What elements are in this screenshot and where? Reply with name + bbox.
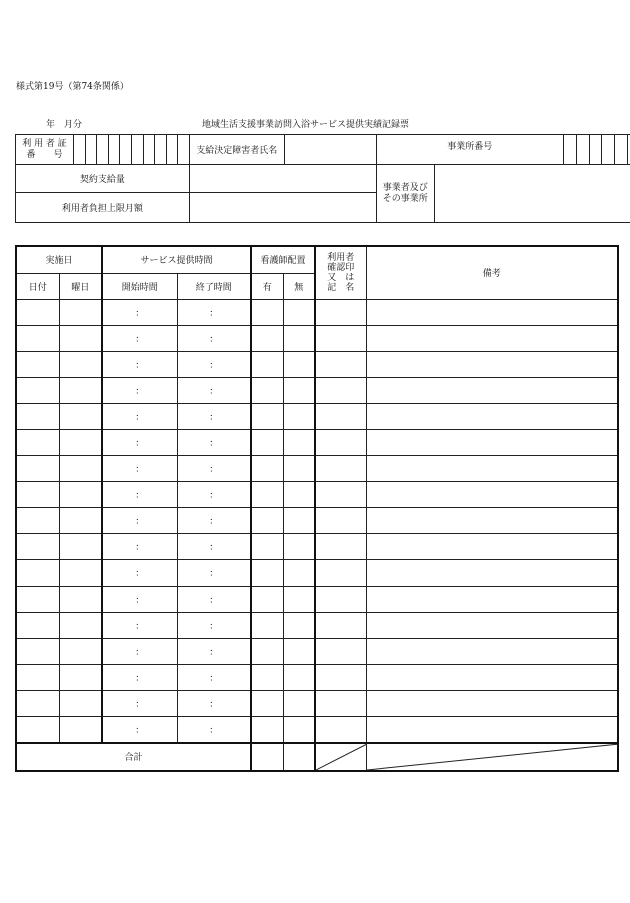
start-time-cell[interactable] [102, 429, 177, 455]
nurse-yes-cell[interactable] [251, 403, 283, 429]
date-cell[interactable] [16, 717, 59, 743]
date-cell[interactable] [16, 377, 59, 403]
confirm-cell[interactable] [315, 508, 366, 534]
time-separator: ： [135, 621, 145, 632]
start-time-cell[interactable] [102, 508, 177, 534]
table-row [16, 586, 618, 612]
time-separator: ： [135, 517, 145, 528]
col-end: 終了時間 [177, 273, 251, 299]
nurse-yes-cell[interactable] [251, 664, 283, 690]
confirm-cell[interactable] [315, 377, 366, 403]
total-nurse-no[interactable] [283, 743, 315, 771]
confirm-cell[interactable] [315, 638, 366, 664]
weekday-cell[interactable] [59, 690, 102, 716]
col-date: 日付 [16, 273, 59, 299]
table-row [16, 377, 618, 403]
date-cell[interactable] [16, 690, 59, 716]
col-date-group: 実施日 [16, 246, 102, 273]
recipient-cert-number-label: 利 用 者 証 番 号 [16, 135, 74, 165]
notes-cell[interactable] [366, 664, 618, 690]
start-time-cell[interactable] [102, 482, 177, 508]
time-separator: ： [209, 569, 219, 580]
cert-digit-cell[interactable] [131, 135, 143, 165]
nurse-yes-cell[interactable] [251, 351, 283, 377]
col-weekday: 曜日 [59, 273, 102, 299]
time-separator: ： [209, 491, 219, 502]
weekday-cell[interactable] [59, 456, 102, 482]
time-separator: ： [209, 699, 219, 710]
header-info-table [15, 134, 630, 223]
date-cell[interactable] [16, 456, 59, 482]
date-cell[interactable] [16, 429, 59, 455]
weekday-cell[interactable] [59, 403, 102, 429]
col-notes: 備考 [366, 246, 618, 299]
nurse-no-cell[interactable] [283, 664, 315, 690]
weekday-cell[interactable] [59, 299, 102, 325]
nurse-no-cell[interactable] [283, 638, 315, 664]
diagonal-line-icon [367, 744, 619, 770]
start-time-cell[interactable] [102, 612, 177, 638]
start-time-cell[interactable] [102, 560, 177, 586]
start-time-cell[interactable] [102, 299, 177, 325]
total-nurse-yes[interactable] [251, 743, 283, 771]
weekday-cell[interactable] [59, 508, 102, 534]
notes-cell[interactable] [366, 325, 618, 351]
nurse-no-cell[interactable] [283, 351, 315, 377]
table-row [16, 508, 618, 534]
end-time-cell[interactable] [177, 456, 251, 482]
burden-limit-label: 利用者負担上限月額 [16, 193, 190, 223]
confirm-cell[interactable] [315, 690, 366, 716]
time-separator: ： [209, 647, 219, 658]
end-time-cell[interactable] [177, 690, 251, 716]
time-separator: ： [209, 673, 219, 684]
time-separator: ： [209, 517, 219, 528]
cert-digit-cell[interactable] [85, 135, 97, 165]
end-time-cell[interactable] [177, 403, 251, 429]
end-time-cell[interactable] [177, 664, 251, 690]
time-separator: ： [135, 647, 145, 658]
start-time-cell[interactable] [102, 325, 177, 351]
weekday-cell[interactable] [59, 586, 102, 612]
start-time-cell[interactable] [102, 717, 177, 743]
nurse-yes-cell[interactable] [251, 560, 283, 586]
nurse-yes-cell[interactable] [251, 429, 283, 455]
table-row [16, 664, 618, 690]
notes-cell[interactable] [366, 482, 618, 508]
table-row [16, 560, 618, 586]
start-time-cell[interactable] [102, 534, 177, 560]
confirm-cell[interactable] [315, 534, 366, 560]
nurse-yes-cell[interactable] [251, 638, 283, 664]
start-time-cell[interactable] [102, 377, 177, 403]
date-cell[interactable] [16, 560, 59, 586]
nurse-no-cell[interactable] [283, 534, 315, 560]
start-time-cell[interactable] [102, 638, 177, 664]
burden-limit-field[interactable] [189, 193, 376, 223]
start-time-cell[interactable] [102, 403, 177, 429]
start-time-cell[interactable] [102, 664, 177, 690]
notes-cell[interactable] [366, 456, 618, 482]
office-digit-cell[interactable] [602, 135, 615, 165]
time-separator: ： [135, 699, 145, 710]
nurse-no-cell[interactable] [283, 690, 315, 716]
table-row [16, 325, 618, 351]
table-row [16, 612, 618, 638]
date-cell[interactable] [16, 534, 59, 560]
end-time-cell[interactable] [177, 482, 251, 508]
time-separator: ： [135, 569, 145, 580]
office-digit-cell[interactable] [576, 135, 589, 165]
time-separator: ： [209, 412, 219, 423]
end-time-cell[interactable] [177, 717, 251, 743]
cert-digit-cell[interactable] [108, 135, 120, 165]
weekday-cell[interactable] [59, 560, 102, 586]
time-separator: ： [135, 360, 145, 371]
date-cell[interactable] [16, 482, 59, 508]
time-separator: ： [209, 360, 219, 371]
time-separator: ： [135, 334, 145, 345]
nurse-yes-cell[interactable] [251, 690, 283, 716]
notes-cell[interactable] [366, 586, 618, 612]
end-time-cell[interactable] [177, 586, 251, 612]
cert-digit-cell[interactable] [120, 135, 132, 165]
form-code: 様式第19号（第74条関係） [16, 82, 129, 92]
notes-cell[interactable] [366, 717, 618, 743]
date-cell[interactable] [16, 299, 59, 325]
office-digit-cell[interactable] [589, 135, 602, 165]
table-row [16, 690, 618, 716]
nurse-yes-cell[interactable] [251, 508, 283, 534]
weekday-cell[interactable] [59, 612, 102, 638]
weekday-cell[interactable] [59, 482, 102, 508]
diagonal-line-icon [316, 744, 366, 770]
table-row [16, 351, 618, 377]
date-cell[interactable] [16, 638, 59, 664]
notes-cell[interactable] [366, 508, 618, 534]
total-label: 合計 [16, 743, 251, 771]
date-cell[interactable] [16, 508, 59, 534]
time-separator: ： [135, 491, 145, 502]
provider-field[interactable] [434, 165, 630, 223]
cert-digit-cell[interactable] [166, 135, 178, 165]
nurse-no-cell[interactable] [283, 508, 315, 534]
nurse-no-cell[interactable] [283, 482, 315, 508]
time-separator: ： [135, 673, 145, 684]
col-nurse-yes: 有 [251, 273, 283, 299]
end-time-cell[interactable] [177, 429, 251, 455]
notes-cell[interactable] [366, 377, 618, 403]
nurse-no-cell[interactable] [283, 325, 315, 351]
time-separator: ： [135, 543, 145, 554]
time-separator: ： [135, 386, 145, 397]
nurse-no-cell[interactable] [283, 717, 315, 743]
notes-cell[interactable] [366, 534, 618, 560]
total-notes-diagonal [366, 743, 618, 771]
confirm-cell[interactable] [315, 664, 366, 690]
notes-cell[interactable] [366, 690, 618, 716]
end-time-cell[interactable] [177, 560, 251, 586]
time-separator: ： [209, 543, 219, 554]
cert-digit-cell[interactable] [155, 135, 167, 165]
nurse-yes-cell[interactable] [251, 482, 283, 508]
time-separator: ： [135, 439, 145, 450]
weekday-cell[interactable] [59, 664, 102, 690]
nurse-no-cell[interactable] [283, 560, 315, 586]
time-separator: ： [209, 386, 219, 397]
time-separator: ： [209, 465, 219, 476]
notes-cell[interactable] [366, 560, 618, 586]
contract-amount-label: 契約支給量 [16, 165, 190, 193]
time-separator: ： [209, 308, 219, 319]
confirm-cell[interactable] [315, 482, 366, 508]
date-cell[interactable] [16, 586, 59, 612]
nurse-yes-cell[interactable] [251, 534, 283, 560]
time-separator: ： [135, 412, 145, 423]
weekday-cell[interactable] [59, 377, 102, 403]
table-row [16, 534, 618, 560]
nurse-no-cell[interactable] [283, 429, 315, 455]
col-time-group: サービス提供時間 [102, 246, 251, 273]
table-row [16, 482, 618, 508]
year-month-label: 年 月分 [46, 120, 83, 130]
nurse-no-cell[interactable] [283, 377, 315, 403]
form-title: 地域生活支援事業訪問入浴サービス提供実績記録票 [202, 120, 410, 130]
cert-digit-cell[interactable] [97, 135, 109, 165]
nurse-yes-cell[interactable] [251, 325, 283, 351]
end-time-cell[interactable] [177, 377, 251, 403]
end-time-cell[interactable] [177, 508, 251, 534]
notes-cell[interactable] [366, 429, 618, 455]
col-confirm: 利用者 確認印 又 は 記 名 [315, 246, 366, 299]
confirm-cell[interactable] [315, 717, 366, 743]
nurse-yes-cell[interactable] [251, 717, 283, 743]
nurse-no-cell[interactable] [283, 403, 315, 429]
confirm-cell[interactable] [315, 351, 366, 377]
office-number-label: 事業所番号 [376, 135, 563, 165]
time-separator: ： [209, 334, 219, 345]
time-separator: ： [209, 621, 219, 632]
notes-cell[interactable] [366, 351, 618, 377]
nurse-yes-cell[interactable] [251, 612, 283, 638]
date-cell[interactable] [16, 351, 59, 377]
end-time-cell[interactable] [177, 534, 251, 560]
date-cell[interactable] [16, 403, 59, 429]
start-time-cell[interactable] [102, 456, 177, 482]
contract-amount-field[interactable] [189, 165, 376, 193]
nurse-yes-cell[interactable] [251, 377, 283, 403]
time-separator: ： [209, 725, 219, 736]
office-digit-cell[interactable] [563, 135, 576, 165]
cert-digit-cell[interactable] [178, 135, 189, 165]
confirm-cell[interactable] [315, 403, 366, 429]
confirm-cell[interactable] [315, 612, 366, 638]
nurse-no-cell[interactable] [283, 612, 315, 638]
end-time-cell[interactable] [177, 325, 251, 351]
weekday-cell[interactable] [59, 325, 102, 351]
total-confirm-diagonal [315, 743, 366, 771]
time-separator: ： [135, 595, 145, 606]
end-time-cell[interactable] [177, 612, 251, 638]
confirm-cell[interactable] [315, 325, 366, 351]
confirm-cell[interactable] [315, 456, 366, 482]
weekday-cell[interactable] [59, 351, 102, 377]
start-time-cell[interactable] [102, 690, 177, 716]
weekday-cell[interactable] [59, 638, 102, 664]
end-time-cell[interactable] [177, 351, 251, 377]
cert-digit-cell[interactable] [74, 135, 86, 165]
col-nurse-no: 無 [283, 273, 315, 299]
table-row [16, 299, 618, 325]
notes-cell[interactable] [366, 612, 618, 638]
table-row [16, 429, 618, 455]
confirm-cell[interactable] [315, 299, 366, 325]
table-row [16, 638, 618, 664]
recipient-name-label: 支給決定障害者氏名 [189, 135, 284, 165]
weekday-cell[interactable] [59, 429, 102, 455]
table-row [16, 717, 618, 743]
time-separator: ： [209, 595, 219, 606]
table-row [16, 456, 618, 482]
time-separator: ： [135, 725, 145, 736]
weekday-cell[interactable] [59, 534, 102, 560]
confirm-cell[interactable] [315, 560, 366, 586]
weekday-cell[interactable] [59, 717, 102, 743]
end-time-cell[interactable] [177, 638, 251, 664]
provider-label: 事業者及び その事業所 [376, 165, 434, 223]
nurse-yes-cell[interactable] [251, 299, 283, 325]
nurse-yes-cell[interactable] [251, 586, 283, 612]
nurse-yes-cell[interactable] [251, 456, 283, 482]
col-start: 開始時間 [102, 273, 177, 299]
time-separator: ： [135, 308, 145, 319]
time-separator: ： [209, 439, 219, 450]
table-row [16, 403, 618, 429]
confirm-cell[interactable] [315, 586, 366, 612]
col-nurse-group: 看護師配置 [251, 246, 315, 273]
date-cell[interactable] [16, 664, 59, 690]
start-time-cell[interactable] [102, 586, 177, 612]
notes-cell[interactable] [366, 638, 618, 664]
notes-cell[interactable] [366, 299, 618, 325]
time-separator: ： [135, 465, 145, 476]
date-cell[interactable] [16, 325, 59, 351]
nurse-no-cell[interactable] [283, 299, 315, 325]
date-cell[interactable] [16, 612, 59, 638]
cert-digit-cell[interactable] [143, 135, 155, 165]
nurse-no-cell[interactable] [283, 586, 315, 612]
recipient-name-field[interactable] [284, 135, 376, 165]
confirm-cell[interactable] [315, 429, 366, 455]
notes-cell[interactable] [366, 403, 618, 429]
nurse-no-cell[interactable] [283, 456, 315, 482]
start-time-cell[interactable] [102, 351, 177, 377]
service-record-table [15, 245, 619, 772]
end-time-cell[interactable] [177, 299, 251, 325]
office-digit-cell[interactable] [615, 135, 628, 165]
